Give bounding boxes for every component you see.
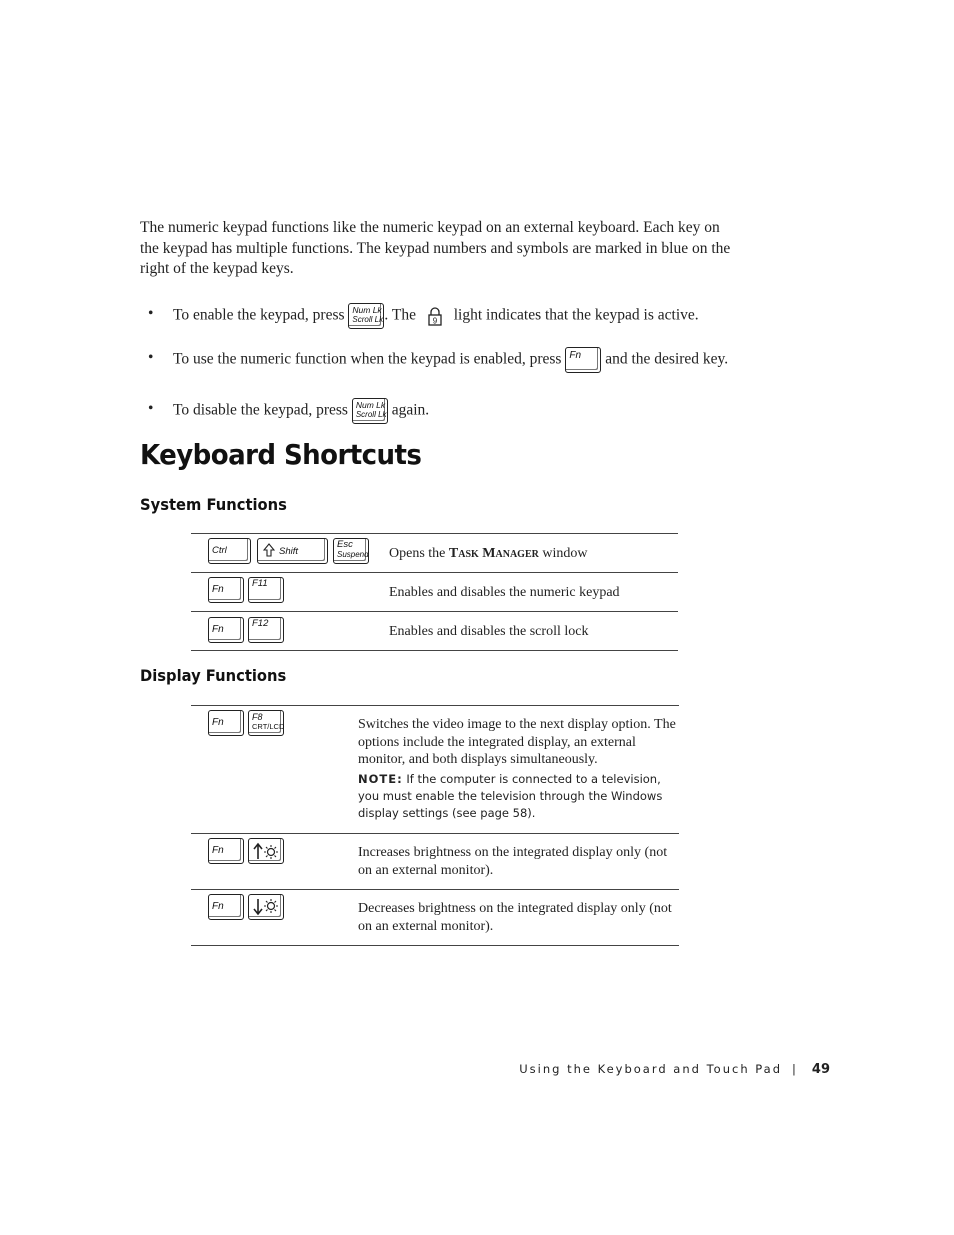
system-row-1-desc: Opens the Task Manager window [389, 546, 588, 561]
numlock-key: Num Lk Scroll Lk [348, 303, 384, 329]
table-rule [191, 572, 678, 573]
fn-key: Fn [565, 347, 601, 373]
bullet-text: To use the numeric function when the keypad is enabled, press [173, 350, 562, 368]
bullet-text: light indicates that the keypad is active. [453, 306, 699, 324]
numlock-key: Num Lk Scroll Lk [352, 398, 388, 424]
system-row-3-desc: Enables and disables the scroll lock [389, 624, 589, 639]
bullet-text: again. [391, 401, 430, 419]
system-row-2-desc: Enables and disables the numeric keypad [389, 585, 620, 600]
table-rule [191, 945, 679, 946]
footer-section-title: Using the Keyboard and Touch Pad [519, 1062, 783, 1076]
bullet-text: and the desired key. [605, 350, 729, 368]
f11-key: F11 [248, 577, 284, 603]
table-rule [191, 611, 678, 612]
footer-separator: | [792, 1062, 798, 1076]
note-label: NOTE: [358, 772, 403, 786]
brightness-down-key [248, 894, 284, 920]
brightness-up-key [248, 838, 284, 864]
keypad-lock-light-icon [426, 306, 444, 326]
task-manager-label: Task Manager [448, 546, 539, 561]
bullet-dot: • [148, 400, 154, 417]
bullet-dot: • [148, 349, 154, 366]
bullet-text: . The [384, 306, 416, 324]
esc-key: Esc Suspend [333, 538, 369, 564]
table-rule [191, 889, 679, 890]
display-functions-heading: Display Functions [140, 666, 287, 685]
svg-text:9: 9 [432, 316, 438, 326]
table-rule [191, 833, 679, 834]
table-rule [191, 650, 678, 651]
fn-key: Fn [208, 838, 244, 864]
bullet-dot: • [148, 305, 154, 322]
display-row-3-desc: Decreases brightness on the integrated display only (not on an external monitor). [358, 901, 672, 934]
f8-key: F8 CRT/LCD [248, 710, 284, 736]
fn-key: Fn [208, 577, 244, 603]
shift-arrow-icon [263, 543, 275, 557]
bullet-text: To enable the keypad, press [173, 306, 345, 324]
page-footer [519, 1062, 830, 1077]
page-title: Keyboard Shortcuts [140, 438, 422, 471]
table-rule [191, 705, 679, 706]
fn-key: Fn [208, 894, 244, 920]
intro-paragraph: The numeric keypad functions like the numeric keypad on an external keyboard. Each key on the keypad has multiple functions. The keypad numbers and symbols are marked in blue on the right of the keypad keys. [140, 219, 731, 278]
note-text: If the computer is connected to a television, you must enable the television through the Windows display settings (see page 58). [358, 772, 663, 820]
fn-key: Fn [208, 617, 244, 643]
brightness-up-icon [252, 841, 280, 861]
display-note [358, 771, 678, 822]
fn-key: Fn [208, 710, 244, 736]
system-functions-heading: System Functions [140, 495, 287, 514]
table-rule [191, 533, 678, 534]
ctrl-key: Ctrl [208, 538, 251, 564]
shift-key: Shift [257, 538, 328, 564]
f12-key: F12 [248, 617, 284, 643]
display-row-1-desc: Switches the video image to the next display option. The options include the integrated display, an external monitor, and both displays simultaneously. [358, 717, 676, 767]
brightness-down-icon [252, 897, 280, 917]
display-row-2-desc: Increases brightness on the integrated display only (not on an external monitor). [358, 845, 668, 878]
bullet-text: To disable the keypad, press [173, 401, 348, 419]
page-number: 49 [811, 1062, 830, 1077]
